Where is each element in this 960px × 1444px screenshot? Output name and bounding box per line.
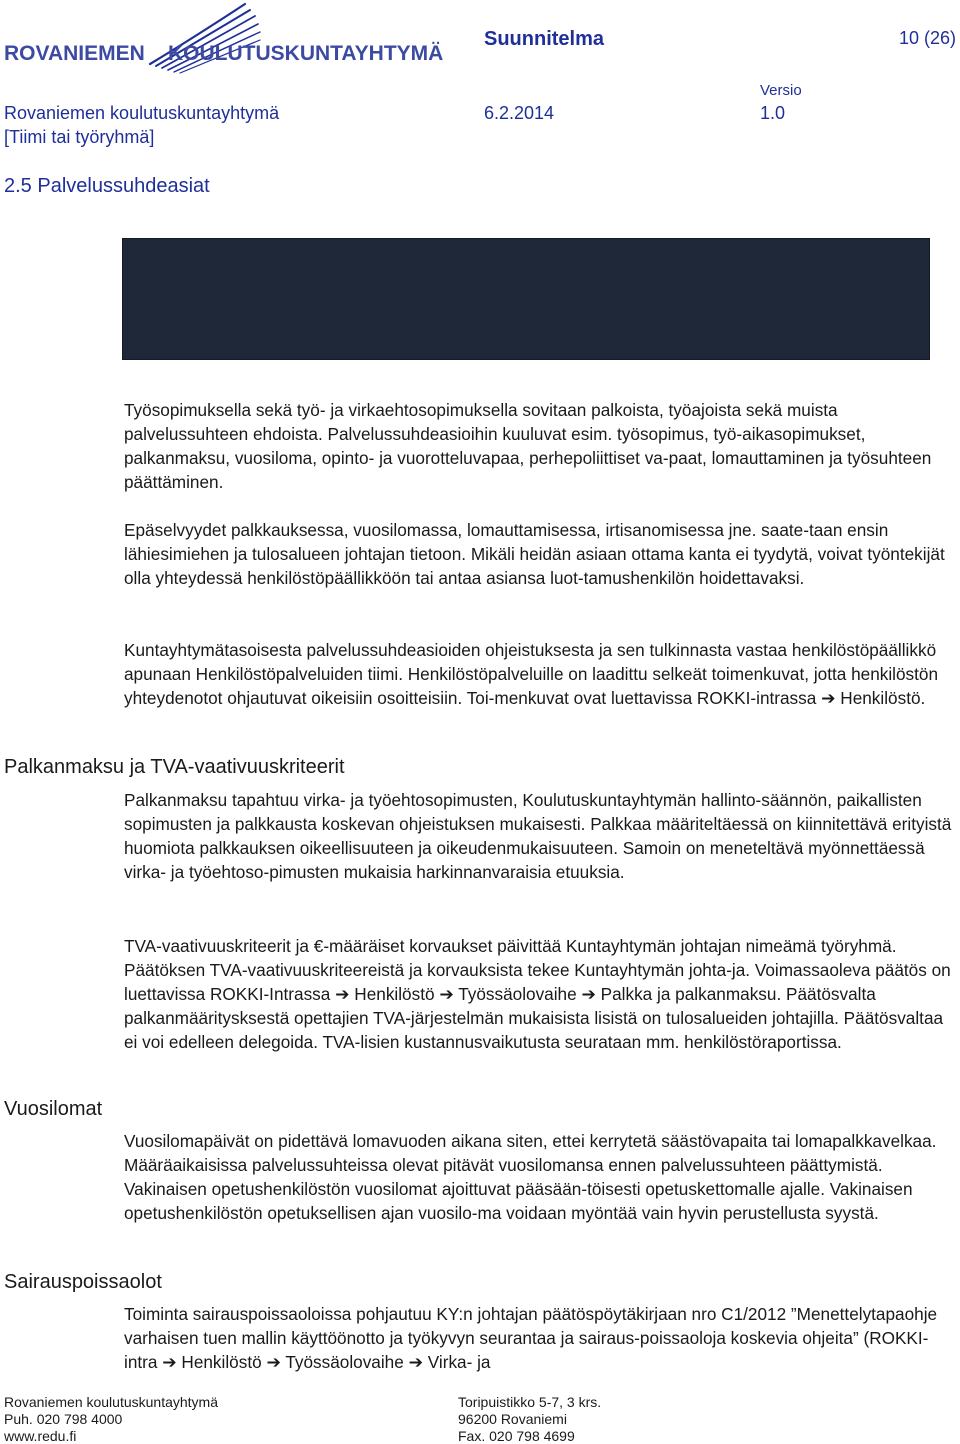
arrow-right-icon: ➔ [335,984,350,1004]
paragraph-sick-text: Toiminta sairauspoissaoloissa pohjautuu KY:n johtajan päätöspöytäkirjaan nro C1/2012 ”Menettelytapaohje varhaisen tuen mallin käyttöönotto ja työkyvyn seurantaa ja sairaus-poissaoloja koskevia ohjeita” (ROKKI-intra [124,1304,938,1372]
link-palkka[interactable]: Palkka ja palkanmaksu. [600,984,782,1004]
arrow-right-icon: ➔ [266,1352,281,1372]
paragraph-intro: Työsopimuksella sekä työ- ja virkaehtosopimuksella sovitaan palkoista, työajoista sekä muista palvelussuhteen ehdoista. Palvelussuhdeasioihin kuuluvat esim. työsopimus, työ-aikasopimukset, palkanmaksu, vuosiloma, opinto- ja vuorotteluvapaa, perhepoliittiset va-paat, lomauttaminen ja työsuhteen päättäminen. [124,400,932,492]
logo-text-1: ROVANIEMEN [4,42,145,65]
team-placeholder: [Tiimi tai työryhmä] [4,127,155,147]
logo-text-2: KOULUTUSKUNTAYHTYMÄ [168,42,444,65]
footer-phone: Puh. 020 798 4000 [4,1411,123,1427]
arrow-right-icon: ➔ [408,1352,423,1372]
document-title: Suunnitelma [484,28,605,50]
link-tyossaolovaihe[interactable]: Työssäolovaihe [458,984,577,1004]
paragraph-tva [124,934,954,1054]
heading-vacation: Vuosilomat [4,1098,103,1120]
arrow-right-icon: ➔ [439,984,454,1004]
link-henkilosto[interactable]: Henkilöstö. [840,688,926,708]
version-number: 1.0 [760,103,786,123]
paragraph-sick-leave [124,1302,954,1374]
arrow-right-icon: ➔ [821,688,836,708]
footer-website[interactable]: www.redu.fi [4,1428,77,1444]
header-date: 6.2.2014 [484,103,555,123]
arrow-right-icon: ➔ [162,1352,177,1372]
heading-sick-leave: Sairauspoissaolot [4,1271,162,1293]
footer-fax: Fax. 020 798 4699 [458,1428,575,1444]
paragraph-pay: Palkanmaksu tapahtuu virka- ja työehtosopimusten, Koulutuskuntayhtymän hallinto-säännön, paikallisten sopimusten ja palkkausta koskevan ohjeistuksen mukaisesti. Palkkaa määriteltäessä on kiinnitettävä erityistä huomiota palkkauksen oikeellisuuteen ja oikeudenmukaisuuteen. Samoin on meneteltävä myönnettäessä virka- ja työehtoso-pimusten mukaisia harkinnanvaraisia etuuksia. [124,790,952,882]
footer-postal: 96200 Rovaniemi [458,1411,567,1427]
paragraph-tva-text-b: Päätösvalta palkanmääritysksestä opettajien TVA-järjestelmän mukaisista lisistä on tulosalueiden johtajilla. Päätösvaltaa ei voi edelleen delegoida. TVA-lisien kustannusvaikutusta seurataan mm. henkilöstöraportissa. [124,984,944,1052]
link-henkilosto[interactable]: Henkilöstö [181,1352,262,1372]
footer-street: Toripuistikko 5-7, 3 krs. [458,1394,602,1410]
paragraph-disputes: Epäselvyydet palkkauksessa, vuosilomassa, lomauttamisessa, irtisanomisessa jne. saate-taan ensin lähiesimiehen ja tulosalueen johtajan tietoon. Mikäli heidän asiaan ottama kanta ei tyydytä, voivat työntekijät olla yhteydessä henkilöstöpäällikköön tai antaa asiansa luot-tamushenkilön hoidettavaksi. [124,520,945,588]
link-henkilosto[interactable]: Henkilöstö [354,984,435,1004]
footer-organization: Rovaniemen koulutuskuntayhtymä [4,1394,219,1410]
link-virka[interactable]: Virka- ja [427,1352,491,1372]
version-label: Versio [760,82,802,99]
organization-logo [0,0,445,75]
header-organization: Rovaniemen koulutuskuntayhtymä [4,103,280,123]
paragraph-responsibility-text: Kuntayhtymätasoisesta palvelussuhdeasioiden ohjeistuksesta ja sen tulkinnasta vastaa henkilöstöpäällikkö apunaan Henkilöstöpalveluiden tiimi. Henkilöstöpalveluille on laadittu selkeät toimenkuvat, jotta henkilöstön yhteydenotot ohjautuvat oikeisiin osoitteisiin. Toi-menkuvat ovat luettavissa ROKKI-intrassa [124,640,939,708]
dark-image-box [122,238,930,360]
logo-graphic [0,0,445,75]
link-tyossaolovaihe[interactable]: Työssäolovaihe [285,1352,404,1372]
paragraph-vacation: Vuosilomapäivät on pidettävä lomavuoden aikana siten, ettei kerrytetä säästövapaita tai lomapalkkavelkaa. Määräaikaisissa palvelussuhteissa olevat pitävät vuosilomansa ennen palvelussuhteen päättymistä. Vakinaisen opetushenkilöstön vuosilomat ajoittuvat pääsään-töisesti opetuskettomalle ajalle. Vakinaisen opetushenkilöstön opetuksellisen ajan vuosilo-ma voidaan myöntää vain hyvin perustellusta syystä. [124,1131,937,1223]
section-title: 2.5 Palvelussuhdeasiat [4,175,210,197]
page-number: 10 (26) [898,28,956,48]
paragraph-tva-text-a: TVA-vaativuuskriteerit ja €-määräiset korvaukset päivittää Kuntayhtymän johtajan nimeämä työryhmä. Päätöksen TVA-vaativuuskriteereistä ja korvauksista tekee Kuntayhtymän johta-ja. Voimassaoleva päätös on luettavissa ROKKI-Intrassa [124,936,951,1004]
footer-right [458,1394,601,1444]
paragraph-responsibility [124,638,954,710]
arrow-right-icon: ➔ [581,984,596,1004]
footer-left [4,1394,218,1444]
heading-pay: Palkanmaksu ja TVA-vaativuuskriteerit [4,756,345,778]
